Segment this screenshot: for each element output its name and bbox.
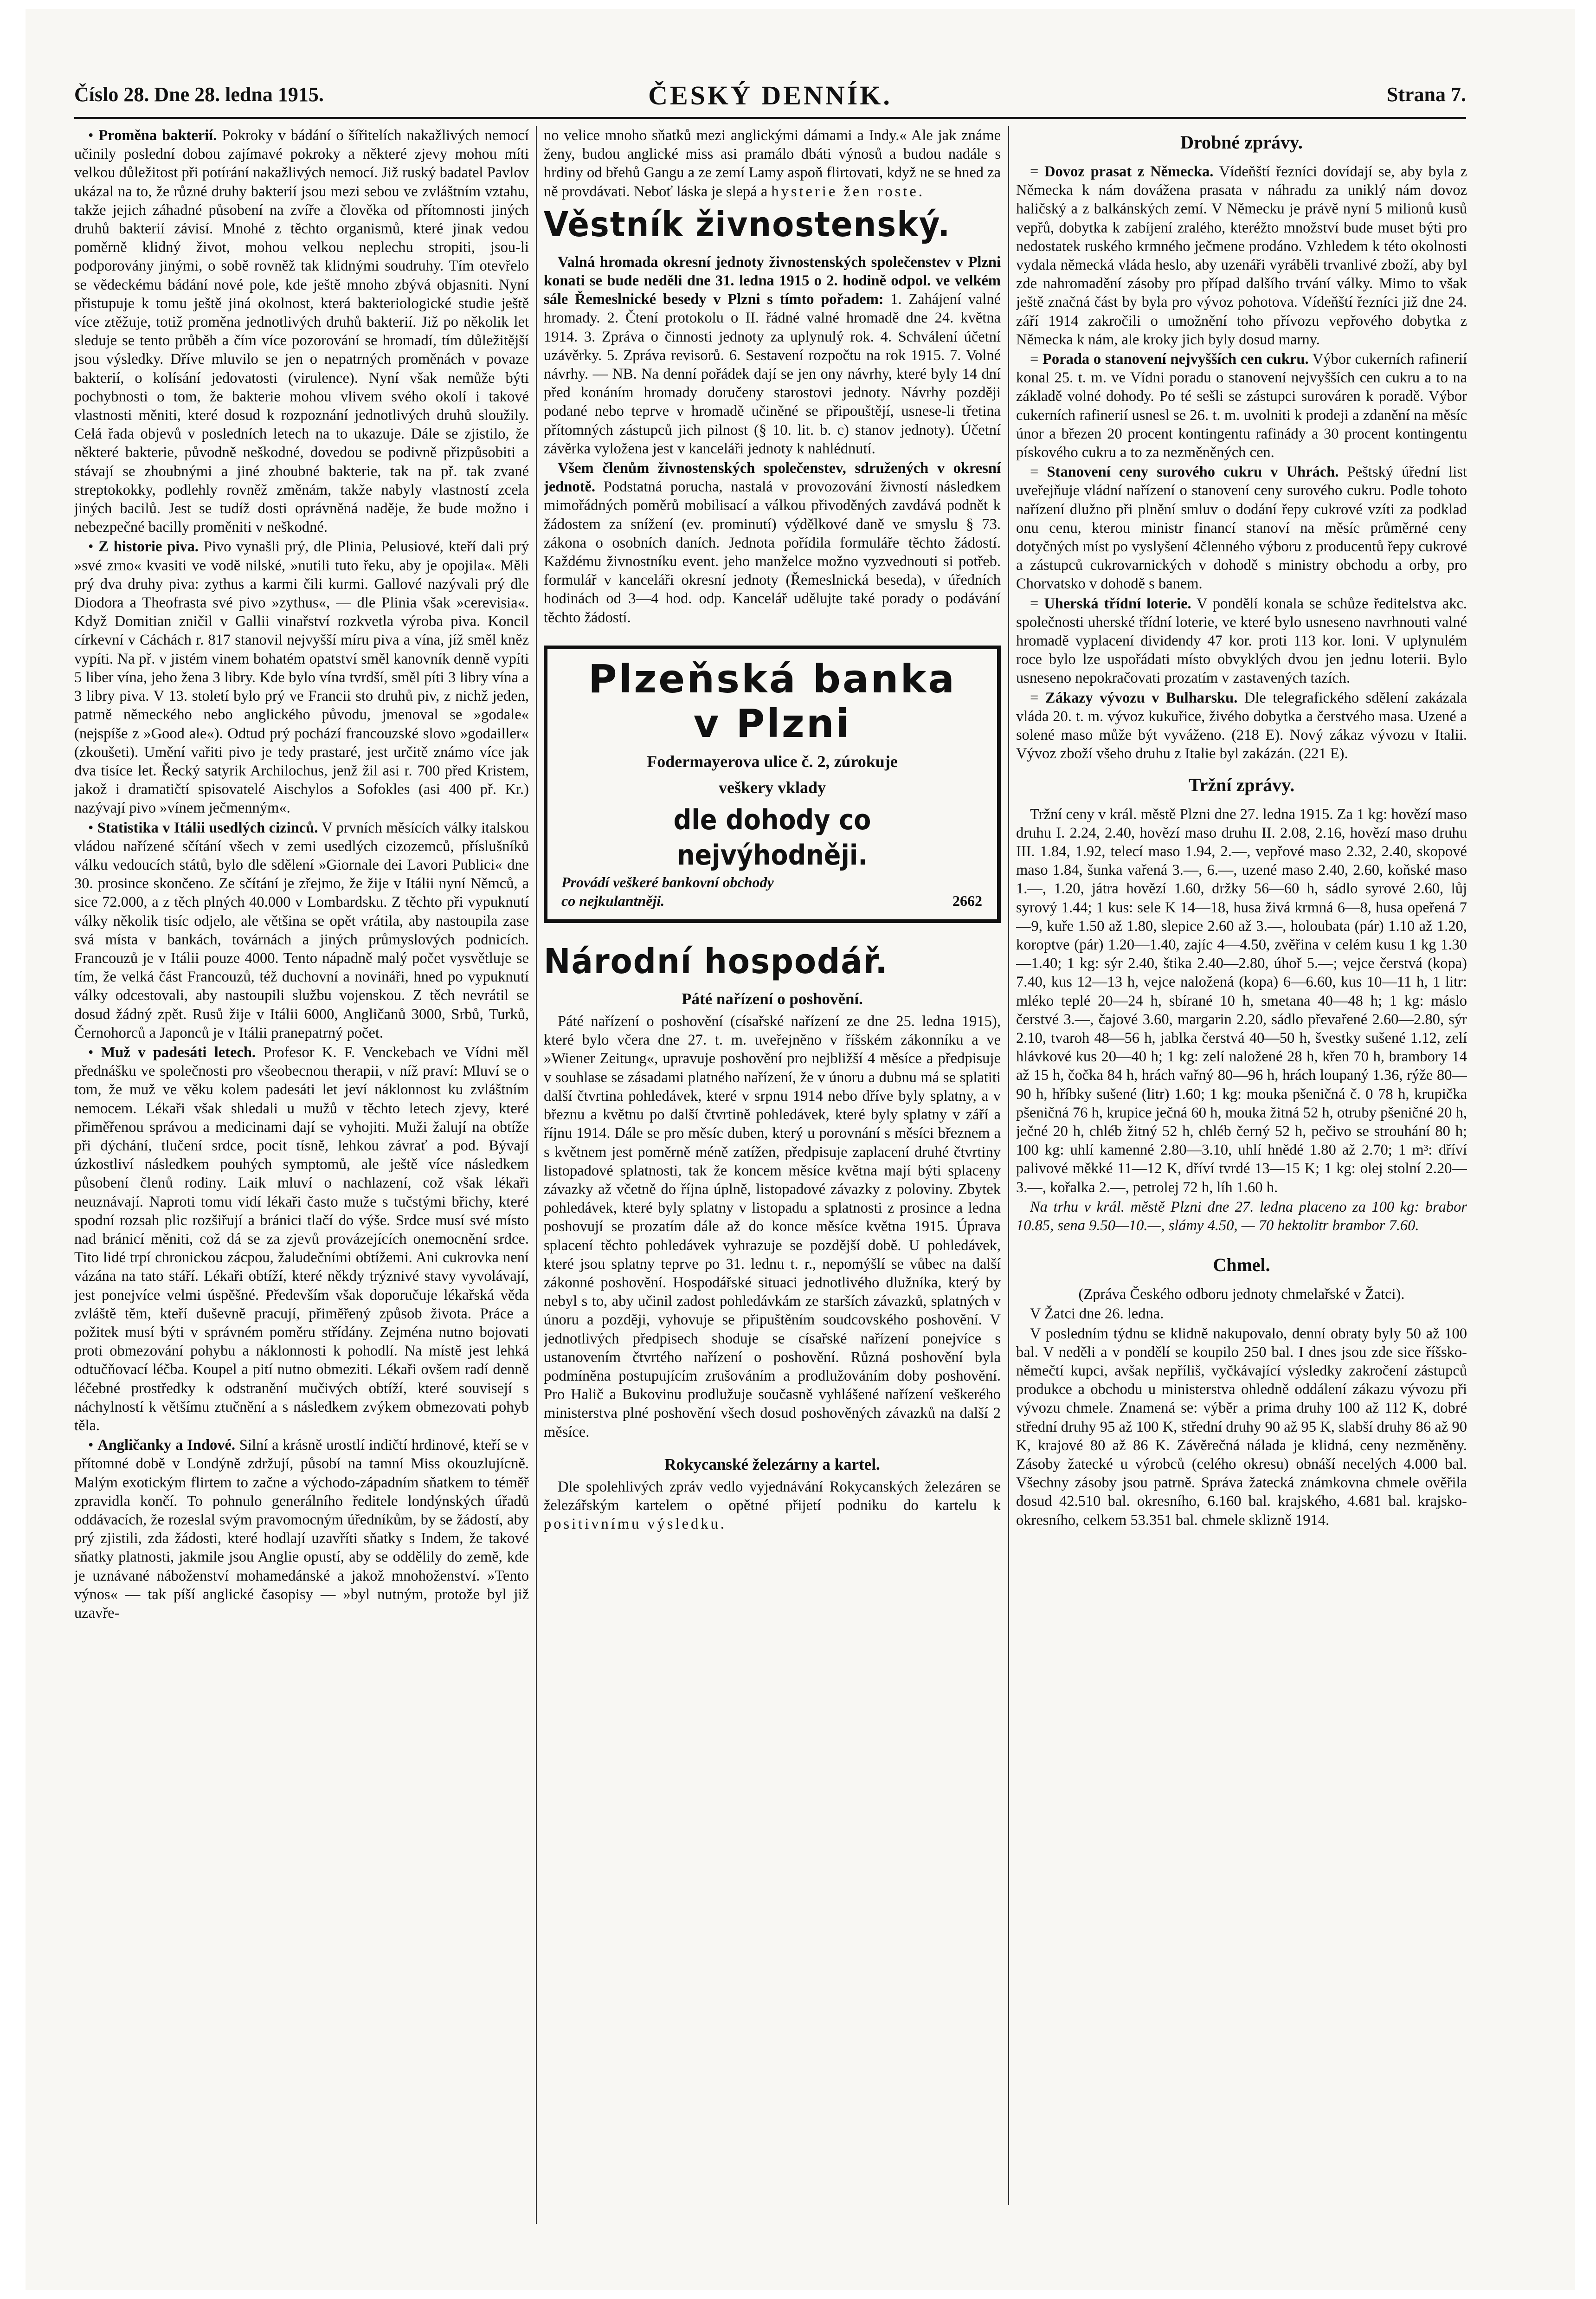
ad-slogan: dle dohody co nejvýhodněji. — [673, 803, 871, 872]
decree-article: Páté nařízení o poshovění (císařské nařízení ze dne 25. ledna 1915), které bylo včera dne 27. t. m. uveřejněno v říšském zákonníku a ve »Wiener Zeitung«, upravuje poshovění pro nejbližší 4 měsíce a předpisuje v souhlase se zásadami platného nařízení, že v únoru a dubnu má se splatiti další čtvrtina pohledávek, které v srpnu 1914 nebo dříve byly splatny, a v březnu a květnu po další čtvrtině pohledávek, které byly splatny v září a říjnu 1914. Dále se pro měsíc duben, který u porovnání s měsíci březnem a s květnem jest poměrně méně zatížen, předpisuje zaplacení druhé čtvrtiny listopadové splatnosti, tak že koncem měsíce května mají býti splaceny závazky až včetně do října úplně, listopadové závazky z poloviny. Zbytek pohledávek, které byly splatny v listopadu a splatnosti z prosince a ledna poshovují se prozatím dále až do konce měsíce května 1915. Úprava splacení těchto pohledávek vyhrazuje se pozdější době. U pohledávek, které jsou splatny teprve po 31. lednu t. r., nepomýšlí se vůbec na další zákonné poshovění. Hospodářské situaci jednotlivého dlužníka, který by nebyl s to, aby učinil zadost pohledávkám ze starších závazků, splatných v únoru a později, vyhovuje se připuštěním soudcovského poshovění. V jednotlivých předpisech shoduje se císařské nařízení ponejvíce s ustanovením čtvrtého nařízení o poshovění. Různá poshovění byla podmíněna postupujícím zrušováním a prodlužováním doby poshovění. Pro Halič a Bukovinu prodlužuje současně vyhlášené nařízení veškerého ministerstva plné poshovění všech dosud poshověných závazků na další 2 měsíce. — [544, 1013, 1001, 1440]
newspaper-title: ČESKÝ DENNÍK. — [648, 80, 892, 110]
article-englishwomen-indians: • Angličanky a Indové. Silní a krásně urostlí indičtí hrdinové, kteří se v přítomné době v Londýně zdržují, působí na tamní Miss okouzlujícně. Malým exotickým flirtem to začne a východo-západním sňatkem to téměř zpravidla končí. To pohnulo generálního ředitele londýnských úřadů oddávacích, že rozeslal svým pravomocným úředníkům, by se žádostí, aby prý zjistili, zda žádosti, které hodlají uzavříti sňatky s Indem, že takové sňatky platnosti, jakmile jsou Anglie opustí, aby se oddělily do země, kde je uznávané náboženství mohamedánské a jakož mnohoženství. »Tento výnos« — tak píší anglické časopisy — »byl nutným, protože byl již uzavře- — [74, 1437, 529, 1622]
article-beer-history: • Z historie piva. Pivo vynašli prý, dle Plinia, Pelusiové, kteří dali prý »své zrno« kvasiti ve vodě nilské, »nutili tuto řeku, aby je opojila«. Měli prý dva druhy piva: zythus a karmi čili kurmi. Gallové nazývali prý dle Diodora a Theofrasta své pivo »zythus«, — dle Plinia však »cerevisia«. Když Domitian zničil v Gallii vinařství rozkvetla výroba piva. Koncil církevní v Cáchách r. 817 stanovil nejvyšší míru piva a vína, jíž směl kněz vypíti. Na př. v jistém vinem bohatém opatství směl kanovník denně vypíti 5 liber vína, jeho žena 3 libry. Kde bylo vína tvrdší, směl píti 3 libry vína a 3 libry piva. V 13. století bylo prý ve Francii sto druhů piv, z nichž jeden, patrně německého nebo anglického původu, jmenoval se »godale« (nejspíše z »Good ale«). Odtud prý pochází francouzské slovo »godailler« (zkoušeti). Umění vařiti pivo je tedy prastaré, jest určitě známo více jak dva tisíce let. Řecký satyrik Archilochus, jenž žil asi r. 700 před Kristem, jakož i dramatičtí spisovatelé Aischylos a Sofokles (asi 400 př. Kr.) nazývají pivo »vínem ječmenným«. — [74, 538, 529, 817]
column-left — [74, 126, 529, 2219]
news-item: = Porada o stanovení nejvyšších cen cukru. Výbor cukerních rafinerií konal 25. t. m. ve Vídni poradu o stanovení nejvyšších cen cukru a to na základě volné dohody. Po té sešli se zástupci surováren k poradě. Výbor cukerních rafinerií usnesl se 26. t. m. uvolniti k prodeji a zdanění na měsíc únor a březen 20 procent kontingentu rafinády a 30 procent kontingentu pískového cukru a to za nezměněných cen. — [1016, 351, 1467, 461]
drobne-zpravy-heading: Drobné zprávy. — [1180, 132, 1303, 153]
page-number: Strana 7. — [1386, 83, 1466, 106]
vestnik-heading: Věstník živnostenský. — [544, 204, 951, 245]
narodni-hospodar-heading: Národní hospodář. — [544, 941, 888, 982]
vestnik-members-notice: Všem členům živnostenských společenstev, sdružených v okresní jednotě. Podstatná porucha, nastalá v provozování živností následkem mimořádných poměrů mobilisací a válkou přivoděných zavdává podnět k žádostem za snížení (ev. prominutí) výdělkové daně ve smyslu § 73. zákona o osobních daních. Jednota pořídila formuláře těchto žádostí. Každému živnostníku event. jeho manželce možno vyzvednouti si potřeb. formulář v kanceláři okresní jednoty (Řemeslnická beseda), v úředních hodinách od 3—4 hod. odp. Kancelář udělujte také porady o podávání těchto žádostí. — [544, 460, 1001, 626]
article-bacteria: • Proměna bakterií. Pokroky v bádání o šířitelích nakažlivých nemocí učinily poslední dobou zajímavé pokroky a některé zjevy mohou míti velkou důležitost při potírání nakažlivých nemocí. Již ruský badatel Pavlov ukázal na to, že různé druhy bakterií jsou mezi sebou ve zvláštním vztahu, takže jejich záhadné působení na zvíře a člověka od přítomnosti jiných druhů bakterií závisí. Mnohé z těchto organismů, které jinak vedou poměrně klidný život, mohou velkou neplechu stropiti, jsou-li podporovány jinými, o sobě rovněž tak klidnými soudruhy. Tím otevřelo se vědeckému bádání nové pole, kde ještě mnoho zbývá objasniti. Nyní přistupuje k tomu ještě jiná okolnost, která bakteriologické studie ještě více ztěžuje, totiž proměna jednotlivých druhů bakterií. Již po několik let sleduje se tento průběh a čím více pozorování se hromadí, tím důležitější jsou výsledky. Dříve mluvilo se jen o nepatrných proměnách v povaze bakterií, o kolísání jedovatosti (virulence). Nyní však nemůže býti pochybnosti o tom, že bakterie mohou vlivem svého okolí i takové vlastnosti měniti, které dosud k rozpoznání jednotlivých druhů sloužily. Celá řada objevů v posledních letech na to ukazuje. Dále se zjistilo, že některé bakterie, původně neškodné, dovedou se podivně přizpůsobiti a stávají se zhoubnými a jiné zhoubné bakterie, tak na př. tak zvané streptokokky, podlehly rovněž změnám, takže nabyly vlastností zcela jiných bacilů. Jest se tudíž dosti oprávněná naděje, že bude možno i nebezpečné bacilly proměniti v neškodné. — [74, 127, 529, 536]
news-item: = Zákazy vývozu v Bulharsku. Dle telegrafického sdělení zakázala vláda 20. t. m. vývoz kukuřice, živého dobytka a čerstvého masa. Uzené a solené maso může být vyváženo. (218 E). Nový zákaz vývozu v Italii. Vývoz zboží všeho druhu z Italie byl zakázán. (221 E). — [1016, 689, 1467, 762]
vestnik-general-meeting: Valná hromada okresní jednoty živnostenských společenstev v Plzni konati se bude neděli dne 31. ledna 1915 o 2. hodině odpol. ve velkém sále Řemeslnické besedy v Plzni s tímto pořadem: 1. Zahájení valné hromady. 2. Čtení protokolu o II. řádné valné hromadě dne 24. května 1914. 3. Zpráva o činnosti jednoty za uplynulý rok. 4. Schválení účetní uzávěrky. 5. Zpráva revisorů. 6. Sestavení rozpočtu na rok 1915. 7. Volné návrhy. — NB. Na denní pořádek dají se jen ony návrhy, které byly 14 dní před konáním hromady doručeny starostovi jednoty. Návrhy později podané nebo teprve v hromadě učiněné se připouštějí, usnese-li třetina přítomných zástupců jich pilnost (§ 10. lit. b. c) stanov jednoty). Účetní závěrka vyložena jest v kanceláři jednoty k nahlédnutí. — [544, 253, 1001, 457]
column-middle — [544, 126, 1001, 2210]
column-divider — [1008, 126, 1009, 2205]
issue-date: Číslo 28. Dne 28. ledna 1915. — [74, 83, 324, 106]
ad-number: 2662 — [952, 892, 982, 909]
chmel-source: (Zpráva Českého odboru jednoty chmelařské v Žatci). — [1078, 1286, 1405, 1303]
news-item: = Dovoz prasat z Německa. Vídeňští řezníci dovídají se, aby byla z Německa k nám dovážena prasata v náhradu za uniklý nám dovoz haličský a z balkánských zemí. V Německu je právě nyní 5 milionů kusů vepřů, dobytka k zabíjení zralého, kteréžto množství bude muset býti pro nedostatek ruského krmného ječmene prodáno. Vzhledem k této okolnosti vydala německá vláda heslo, aby uzenáři vyráběli trvanlivé zboží, aby byl zde nahromadění zásoby pro případ dalšího trvání války. Mimo to však ještě značná část by byla pro vývoz pohotova. Vídeňští řezníci již dne 24. září 1914 zakročili o umožnění toho přívozu vepřového dobytka z Německa k nám, ale kroky jich byly dosud marny. — [1016, 163, 1467, 348]
news-item: = Uherská třídní loterie. V pondělí konala se schůze ředitelstva akc. společnosti uherské třídní loterie, ve které bylo usneseno navrhnouti valné hromadě vyplacení dividendy 47 kor. proti 113 kor. loni. V uplynulém roce bylo lze uspořádati místo obvyklých dvou jen jednu loterii. Bylo usneseno nepokračovati prozatím v zastavených tazích. — [1016, 595, 1467, 687]
article-man-at-fifty: • Muž v padesáti letech. Profesor K. F. Venckebach ve Vídni měl přednášku ve společnosti pro všeobecnou therapii, v níž praví: Mluví se o tom, že muž ve věku kolem padesáti let jeví náklonnost ku zvláštním nemocem. Lékaři však shledali u mužů v těchto letech zjevy, které přiměřenou správou a medicinami dají se vyhojiti. Muži žalují na obtíže při dýchání, tlučení srdce, pocit tísně, lehkou závrať a pod. Bývají úzkostliví následkem pouhých symptomů, ale ještě více následkem působení členů rodiny. Laik mluví o nachlazení, což však lékaři neuznávají. Naproti tomu vidí lékaři často muže s tučstými břichy, které spodní rozsah plic rozšiřují a bránici tlačí do výše. Srdce musí své místo nad bránicí měniti, což dá se za zjevů provázejících onemocnění srdce. Tito lidé trpí chronickou zácpou, žaludečními obtížemi. Ani cukrovka není vázána na tato stáří. Lékaři obtíží, které někdy trýznivé stavy vyvolávají, jest ponejvíce velmi úspěšné. Především však doporučuje lékařská věda zvláště těm, kteří duševně pracují, přiměřený způsob života. Práce a požitek musí býti v správném poměru střídány. Zejména nutno bojovati proti obmezování pohybu a náklonnosti k pohodlí. Na místě jest lehká odtučňovací léčba. Koupel a pití nutno obmeziti. Lékaři ovšem radí denně léčebné prostředky k odstranění mučivých obtíží, které souvisejí s náchylností k většímu ztučnění a s následkem zvýkem obmezovati pohyb těla. — [74, 1044, 529, 1434]
trzni-zpravy-heading: Tržní zprávy. — [1188, 774, 1295, 795]
market-prices-2: Na trhu v král. městě Plzni dne 27. ledna placeno za 100 kg: brabor 10.85, sena 9.50—10.—, slámy 4.50, — 70 hektolitr brambor 7.60. — [1016, 1198, 1467, 1234]
ad-deposits: veškery vklady — [718, 778, 826, 797]
chmel-dateline: V Žatci dne 26. ledna. — [1030, 1305, 1164, 1323]
market-prices: Tržní ceny v král. městě Plzni dne 27. ledna 1915. Za 1 kg: hovězí maso druhu I. 2.24, 2.40, hovězí maso druhu II. 2.08, 2.16, hovězí maso druhu III. 1.84, 1.92, telecí maso 1.94, 2.—, vepřové maso 2.32, 2.40, skopové maso 1.84, šunka vařená 3.—, 6.—, uzené maso 2.40, 2.60, koňské maso 1.—, 1.20, játra hovězí 1.60, držky 56—60 h, sádlo syrové 2.60, lůj syrový 1.44; 1 kus: sele K 14—18, husa živá krmná 6—8, husa opeřená 7—9, kuře 1.50 až 1.80, slepice 2.60 až 3.—, holoubata (pár) 1.10 až 1.20, koroptve (pár) 1.20—1.40, zajíc 4—4.50, zvěřina v celém kusu 1 kg 1.30—1.40; 1 kg: sýr 2.40, štika 2.40—2.80, úhoř 5.—; vejce čerstvá (kopa) 7.40, kus 12—13 h, vejce naložená (kopa) 6—6.60, kus 10—11 h, 1 litr: mléko teplé 20—24 h, sbírané 10 h, smetana 40—48 h; 1 kg: máslo čerstvé 3.—, čajové 3.60, margarin 2.20, sádlo převařené 2.60—2.80, sýr 2.10, tvaroh 48—56 h, jablka čerstvá 40—50 h, švestky sušené 1.12, zelí hlávkové kus 20—40 h; 1 kg: zelí naložené 28 h, křen 70 h, brambory 14 až 15 h, čočka 84 h, hrách vařný 80—96 h, hrách loupaný 1.36, rýže 80—90 h, hříbky sušené (litr) 1.60; 1 kg: mouka pšeničná č. 0 78 h, krupička pšeničná 76 h, krupice ječná 60 h, mouka žitná 52 h, otruby pšeničné 20 h, ječné 20 h, chléb žitný 52 h, chléb černý 52 h, pečivo se strouhání 80 h; 100 kg: uhlí kamenné 2.80—3.10, uhlí hnědé 1.80 až 2.70; 1 m³: dříví palivové měkké 11—12 K, dříví tvrdé 13—15 K; 1 kg: olej stolní 2.20—3.—, kořalka 2.—, petrolej 72 h, líh 1.60 h. — [1016, 806, 1467, 1196]
ad-bank-name: Plzeňská banka — [588, 656, 956, 702]
article-italy-statistics: • Statistika v Itálii usedlých cizinců. V prvních měsících války italskou vládou nařízené sčítání všech v zemi usedlých cizozemců, příslušníků válku vedoucích států, bylo dle sdělení »Giornale dei Lavori Publici« dne 30. prosince skončeno. Ze sčítání je zřejmo, že žije v Itálii nyní Němců, a sice 72.000, a z těch plných 40.000 v Lombardsku. Z těchto při vypuknutí války několik tisíc odjelo, ale většina se opět vrátila, aby nastoupila zase svá místa v bankách, továrnách a jiných průmyslových podnicích. Francouzů je v Itálii pouze 4000. Tento nápadně malý počet vysvětluje se tím, že velká část Francouzů, též duchovní a novináři, hned po vypuknutí války odcestovali, aby nastoupili službu vojenskou. Z těch nevrátil se dosud žádný zpět. Rusů žije v Itálii 6000, Angličanů 3000, Srbů, Turků, Černohorců a Japonců je v Itálii pranepatrný počet. — [74, 819, 529, 1041]
chmel-heading: Chmel. — [1213, 1254, 1270, 1276]
ad-services-2: co nejkulantněji. 2662 — [553, 891, 991, 910]
column-right — [1016, 126, 1467, 2187]
article-continuation: no velice mnoho sňatků mezi anglickými dámami a Indy.« Ale jak známe ženy, budou anglické miss asi pramálo dbáti výnosů a budou nadále s hrdiny od břehů Gangu a ze zemí Lamy aspoň flirtovati, když ne se hned za ně provdávati. Neboť láska je slepá a hysterie žen roste. — [544, 127, 1001, 200]
ad-address: Fodermayerova ulice č. 2, zúrokuje — [647, 752, 898, 771]
ad-bank-city: v Plzni — [693, 700, 851, 746]
header-rule — [74, 117, 1466, 119]
rokycany-article: Dle spolehlivých zpráv vedlo vyjednávání Rokycanských železáren se železářským kartelem o opětné přijetí podniku do kartelu k positivnímu výsledku. — [544, 1478, 1001, 1533]
news-item: = Stanovení ceny surového cukru v Uhrách. Peštský úřední list uveřejňuje vládní nařízení o stanovení ceny surového cukru. Podle tohoto nařízení dlužno při plnění smluv o dodání řepy cukrové vzíti za podklad onu cenu, kterou ministr financí stanoví na měsíc průměrné ceny dotyčných míst po vyslyšení 4členného výboru z producentů řepy cukrové a zástupců cukrovarnických v dohodě s ministry obchodu a orby, pro Chorvatsko v dohodě s banem. — [1016, 464, 1467, 593]
masthead-row — [74, 80, 1466, 115]
decree-subheading: Páté nařízení o poshovění. — [682, 989, 863, 1008]
bank-advertisement — [544, 646, 1001, 923]
ad-services: Provádí veškeré bankovní obchody — [561, 873, 774, 891]
chmel-report: V posledním týdnu se klidně nakupovalo, denní obraty byly 50 až 100 bal. V neděli a v pondělí se koupilo 250 bal. I dnes jsou zde sice říšsko-němečtí kupci, avšak nepříliš, vyčkávající výsledky zakročení zástupců produkce a obchodu u ministerstva ohledně oddálení zákazu vývozu při vývozu chmele. Znamená se: výběr a prima druhy 100 až 112 K, dobré střední druhy 95 až 100 K, střední druhy 90 až 95 K, slabší druhy 86 až 90 K, krajové 80 až 86 K. Závěrečná nálada je klidná, ceny nezměněny. Zásoby žatecké u výrobců (celého okresu) obnáší necelých 4.000 bal. Všechny zásoby jsou patrně. Správa žatecká známkovna chmele ověřila dosud 42.510 bal. okresního, 6.160 bal. krajského, 4.681 bal. krajsko-okresního, celkem 53.351 bal. chmele sklizně 1914. — [1016, 1325, 1467, 1529]
rokycany-subheading: Rokycanské železárny a kartel. — [664, 1455, 880, 1473]
column-divider — [536, 126, 537, 2224]
